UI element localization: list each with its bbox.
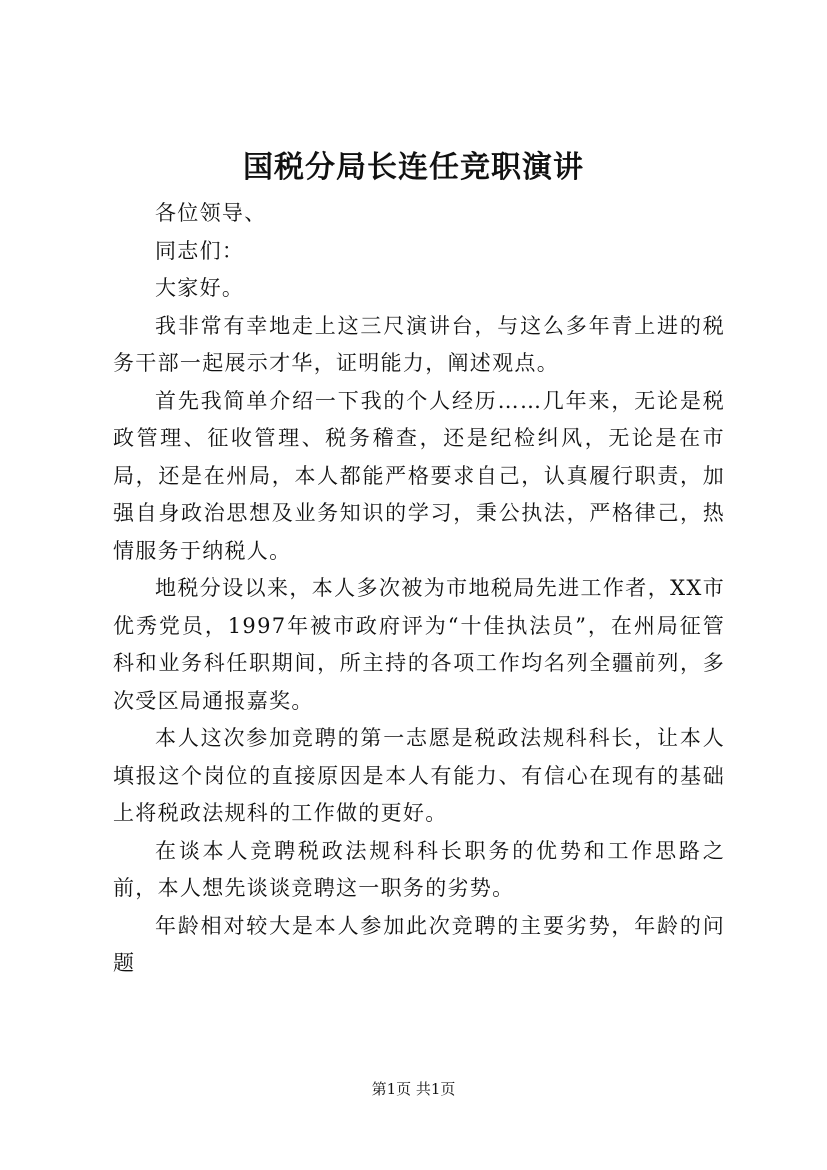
document-body bbox=[113, 195, 725, 983]
document-title: 国税分局长连任竞职演讲 bbox=[243, 150, 584, 185]
paragraph: 在谈本人竞聘税政法规科科长职务的优势和工作思路之前，本人想先谈谈竞聘这一职务的劣势。 bbox=[113, 838, 725, 900]
paragraph: 本人这次参加竞聘的第一志愿是税政法规科科长，让本人填报这个岗位的直接原因是本人有能力、有信心在现有的基础上将税政法规科的工作做的更好。 bbox=[113, 726, 725, 825]
paragraph: 首先我简单介绍一下我的个人经历……几年来，无论是税政管理、征收管理、税务稽查，还是纪检纠风，无论是在市局，还是在州局，本人都能严格要求自己，认真履行职责，加强自身政治思想及业务知识的学习，秉公执法，严格律己，热情服务于纳税人。 bbox=[113, 388, 725, 563]
paragraph: 各位领导、 bbox=[155, 201, 267, 225]
paragraph: 地税分设以来，本人多次被为市地税局先进工作者，XX市优秀党员，1997年被市政府评为“十佳执法员”，在州局征管科和业务科任职期间，所主持的各项工作均名列全疆前列，多次受区局通报嘉奖。 bbox=[113, 576, 725, 713]
page-footer: 第1页 共1页 bbox=[371, 1080, 456, 1098]
paragraph: 我非常有幸地走上这三尺演讲台，与这么多年青上进的税务干部一起展示才华，证明能力，阐述观点。 bbox=[113, 313, 725, 375]
paragraph: 同志们： bbox=[155, 238, 245, 263]
paragraph: 年龄相对较大是本人参加此次竞聘的主要劣势，年龄的问题 bbox=[113, 913, 725, 975]
paragraph: 大家好。 bbox=[155, 276, 245, 300]
